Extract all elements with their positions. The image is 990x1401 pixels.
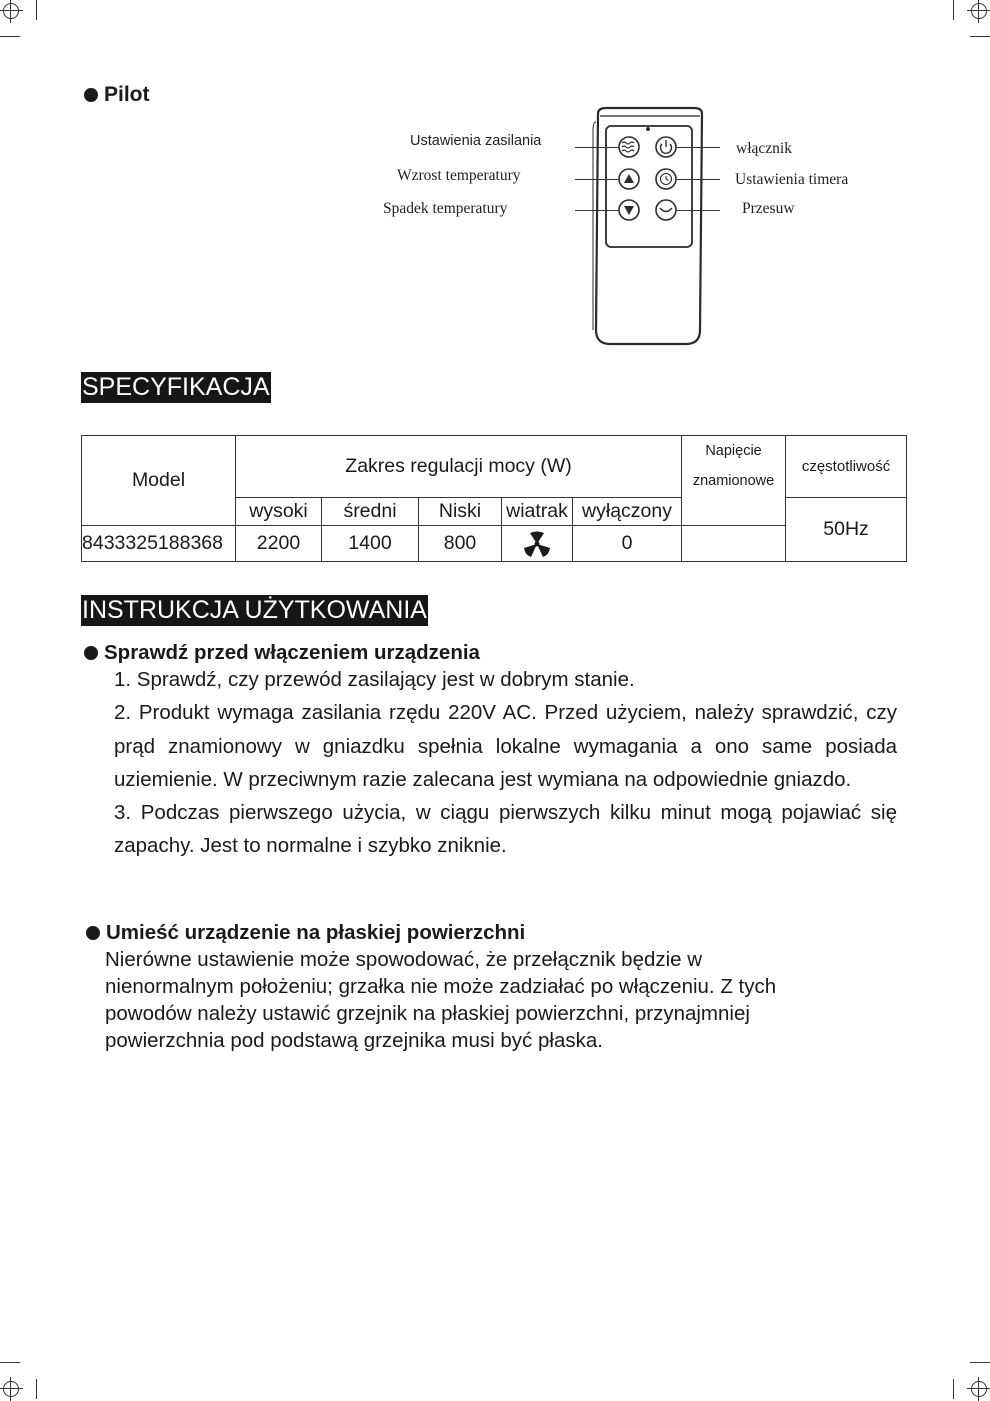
header-voltage: Napięcie znamionowe (682, 436, 786, 526)
fan-icon (521, 531, 553, 557)
cell-medium: 1400 (322, 526, 419, 562)
ir-indicator-icon (646, 127, 650, 131)
label-temp-up: Wzrost temperatury (397, 167, 521, 184)
registration-mark (971, 1381, 987, 1397)
leader-line (677, 147, 720, 148)
cell-frequency: 50Hz (786, 498, 907, 562)
bullet-icon (84, 88, 98, 102)
label-timer-settings: Ustawienia timera (735, 171, 849, 188)
header-low: Niski (419, 498, 502, 526)
label-oscillation: Przesuw (742, 200, 795, 217)
power-icon[interactable] (656, 137, 676, 157)
spec-heading: SPECYFIKACJA (82, 373, 270, 401)
registration-mark (971, 3, 987, 19)
label-power-settings: Ustawienia zasilania (410, 133, 542, 149)
bullet-icon (86, 926, 100, 940)
pilot-heading: Pilot (84, 83, 150, 107)
check-item-3: 3. Podczas pierwszego użycia, w ciągu pierwszych kilku minut mogą pojawiać się zapachy. Jest to normalne i szybko zniknie. (114, 801, 897, 858)
instructions-heading: INSTRUKCJA UŻYTKOWANIA (82, 596, 427, 624)
leader-line (575, 179, 618, 180)
leader-line (575, 210, 618, 211)
bullet-icon (84, 646, 98, 660)
crop-mark (970, 36, 990, 37)
cell-low: 800 (419, 526, 502, 562)
remote-body (596, 108, 702, 344)
label-power-switch: włącznik (736, 140, 792, 157)
header-model: Model (82, 436, 236, 526)
header-frequency: częstotliwość (786, 436, 907, 498)
crop-mark (953, 1379, 954, 1399)
timer-icon[interactable] (656, 169, 676, 189)
flat-surface-line: nienormalnym położeniu; grzałka nie może zadziałać po włączeniu. Z tych (105, 975, 777, 998)
cell-model: 8433325188368 (82, 526, 236, 562)
leader-line (677, 179, 720, 180)
flat-surface-line: powierzchnia pod podstawą grzejnika musi być płaska. (105, 1029, 603, 1052)
check-item-2: 2. Produkt wymaga zasilania rzędu 220V AC. Przed użyciem, należy sprawdzić, czy prąd znamionowy w gniazdku spełnia lokalne wymagania a ono same posiada uziemienie. W przeciwnym razie zalecana jest wymiana na odpowiednie gniazdo. (114, 701, 897, 791)
section-flat-surface-title: Umieść urządzenie na płaskiej powierzchni (86, 921, 525, 945)
header-fan: wiatrak (502, 498, 573, 526)
cell-fan (502, 526, 573, 562)
flat-surface-line: Nierówne ustawienie może spowodować, że przełącznik będzie w (105, 948, 703, 971)
leader-line (575, 147, 618, 148)
header-power-range: Zakres regulacji mocy (W) (236, 436, 682, 498)
spec-table (81, 435, 907, 562)
cell-off: 0 (573, 526, 682, 562)
check-item-1: 1. Sprawdź, czy przewód zasilający jest w dobrym stanie. (114, 668, 635, 691)
arrow-down-icon[interactable] (619, 200, 639, 220)
crop-mark (0, 1362, 20, 1363)
registration-mark (3, 3, 19, 19)
flat-surface-line: powodów należy ustawić grzejnik na płaskiej powierzchni, przynajmniej (105, 1002, 750, 1025)
crop-mark (0, 36, 20, 37)
registration-mark (3, 1381, 19, 1397)
crop-mark (36, 1379, 37, 1399)
crop-mark (970, 1362, 990, 1363)
remote-control-illustration (590, 104, 710, 348)
header-medium: średni (322, 498, 419, 526)
cell-voltage (682, 526, 786, 562)
header-off: wyłączony (573, 498, 682, 526)
leader-line (677, 210, 720, 211)
heat-mode-icon[interactable] (619, 137, 639, 157)
crop-mark (953, 0, 954, 20)
swing-icon[interactable] (656, 200, 676, 220)
section-flat-surface-body (105, 946, 895, 1054)
crop-mark (36, 0, 37, 20)
header-high: wysoki (236, 498, 322, 526)
label-temp-down: Spadek temperatury (383, 200, 508, 217)
section-check-body (114, 663, 897, 863)
cell-high: 2200 (236, 526, 322, 562)
section-check-title: Sprawdź przed włączeniem urządzenia (84, 641, 480, 665)
arrow-up-icon[interactable] (619, 169, 639, 189)
